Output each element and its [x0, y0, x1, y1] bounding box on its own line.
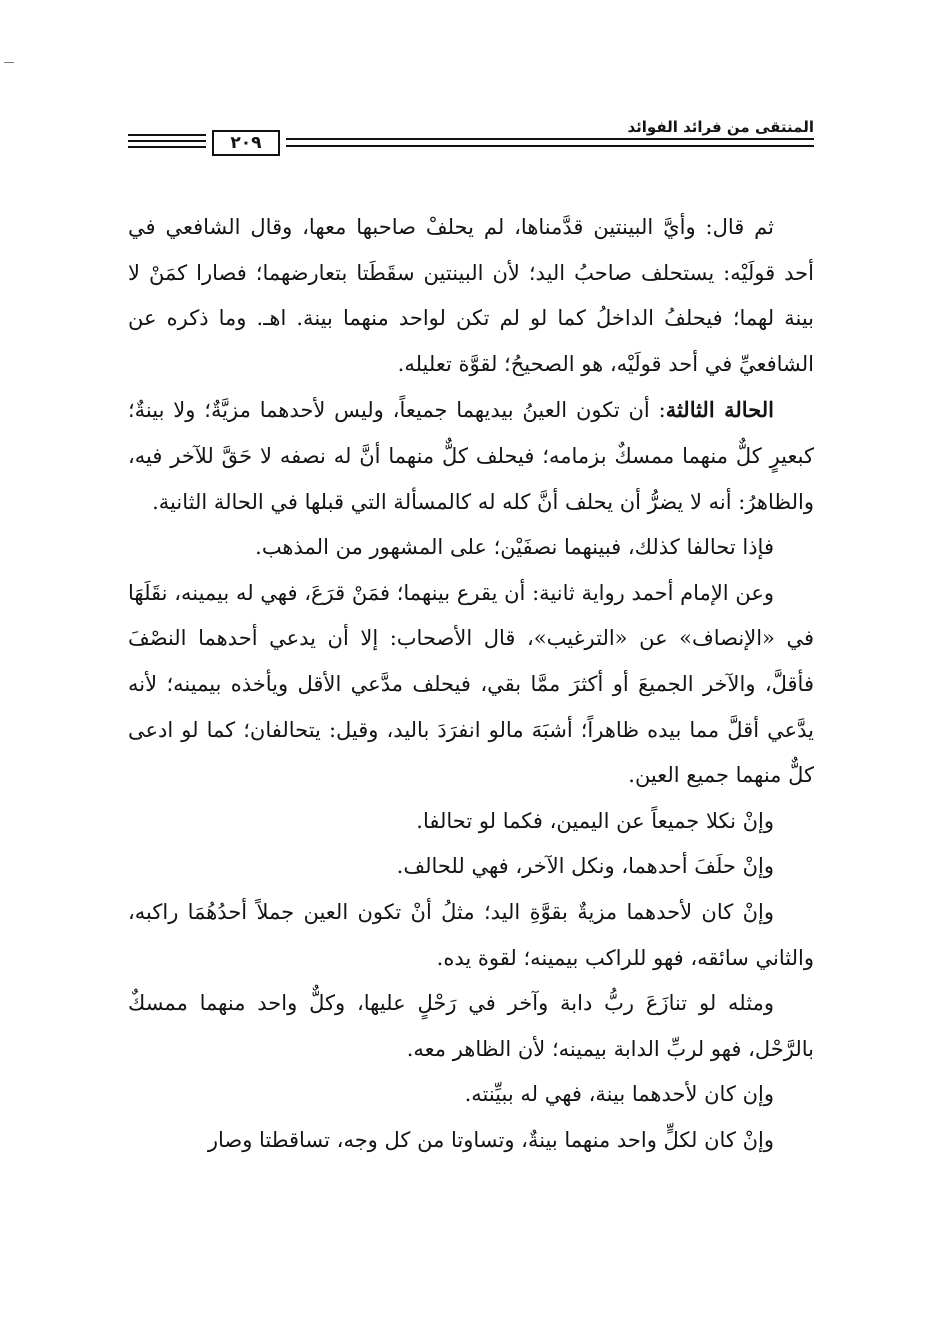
paragraph-text: وعن الإمام أحمد رواية ثانية: أن يقرع بينهما؛ فمَنْ قرَعَ، فهي له بيمينه، نقَلَهَا في «الإنصاف» عن «الترغيب»، قال الأصحاب: إلا أن يدعي أحدهما النصْفَ فأقلَّ، والآخر الجميعَ أو أكثرَ ممَّا بقي، فيحلف مدَّعي الأقل ويأخذه بيمينه؛ لأنه يدَّعي أقلَّ مما بيده ظاهراً؛ أشبَهَ مالو انفرَدَ باليد، وقيل: يتحالفان؛ كما لو ادعى كلٌّ منهما جميع العين. — [128, 580, 814, 788]
paragraph — [128, 205, 814, 387]
paragraph — [128, 571, 814, 799]
header-rule — [128, 134, 206, 136]
paragraph-text: وإن كان لأحدهما بينة، فهي له ببيِّنته. — [464, 1082, 774, 1107]
scan-mark — [4, 62, 14, 63]
running-header — [128, 116, 814, 160]
header-rule — [286, 138, 814, 140]
paragraph — [128, 1118, 814, 1164]
paragraph-text: : أن تكون العينُ بيديهما جميعاً، وليس لأحدهما مزيَّةٌ؛ ولا بينةٌ؛ كبعيرٍ كلٌّ منهما ممسكٌ بزمامه؛ فيحلف كلٌّ منهما أنَّ له نصفه لا حَقَّ للآخر فيه، والظاهرُ: أنه لا يضرُّ أن يحلف أنَّ كله له كالمسألة التي قبلها في الحالة الثانية. — [128, 398, 814, 514]
paragraph-text: وإنْ كان لأحدهما مزيةٌ بقوَّةِ اليد؛ مثلُ أنْ تكون العين جملاً أحدُهُمَا راكبه، والثاني سائقه، فهو للراكب بيمينه؛ لقوة يده. — [128, 899, 814, 970]
book-title: المنتقى من فرائد الفوائد — [627, 118, 814, 136]
paragraph-text: فإذا تحالفا كذلك، فبينهما نصفَيْن؛ على المشهور من المذهب. — [255, 535, 774, 560]
header-rule — [286, 145, 814, 147]
body-text — [128, 205, 814, 1163]
paragraph — [128, 799, 814, 845]
page-number: ٢٠٩ — [212, 130, 280, 156]
section-heading: الحالة الثالثة — [665, 397, 774, 423]
paragraph — [128, 387, 814, 525]
paragraph — [128, 1072, 814, 1118]
paragraph — [128, 844, 814, 890]
paragraph-text: وإنْ كان لكلٍّ واحد منهما بينةٌ، وتساوتا من كل وجه، تساقطتا وصار — [207, 1127, 774, 1152]
paragraph — [128, 890, 814, 981]
header-rule — [128, 140, 206, 142]
paragraph — [128, 525, 814, 571]
paragraph-text: ثم قال: وأيَّ البينتين قدَّمناها، لم يحلفْ صاحبها معها، وقال الشافعي في أحد قولَيْه: يستحلف صاحبُ اليد؛ لأن البينتين سقَطَتا بتعارضهما؛ فصارا كمَنْ لا بينة لهما؛ فيحلفُ الداخلُ كما لو لم تكن لواحد منهما بينة. اهـ. وما ذكره عن الشافعيِّ في أحد قولَيْه، هو الصحيحُ؛ لقوَّة تعليله. — [128, 215, 814, 376]
paragraph-text: وإنْ حلَفَ أحدهما، ونكل الآخر، فهي للحالف. — [396, 854, 774, 879]
paragraph-text: ومثله لو تنازَعَ ربُّ دابة وآخر في رَحْلٍ عليها، وكلٌّ واحد منهما ممسكٌ بالرَّحْل، فهو لربِّ الدابة بيمينه؛ لأن الظاهر معه. — [128, 991, 814, 1061]
header-rule — [128, 146, 206, 148]
paragraph — [128, 981, 814, 1072]
paragraph-text: وإنْ نكلا جميعاً عن اليمين، فكما لو تحالفا. — [416, 808, 774, 833]
